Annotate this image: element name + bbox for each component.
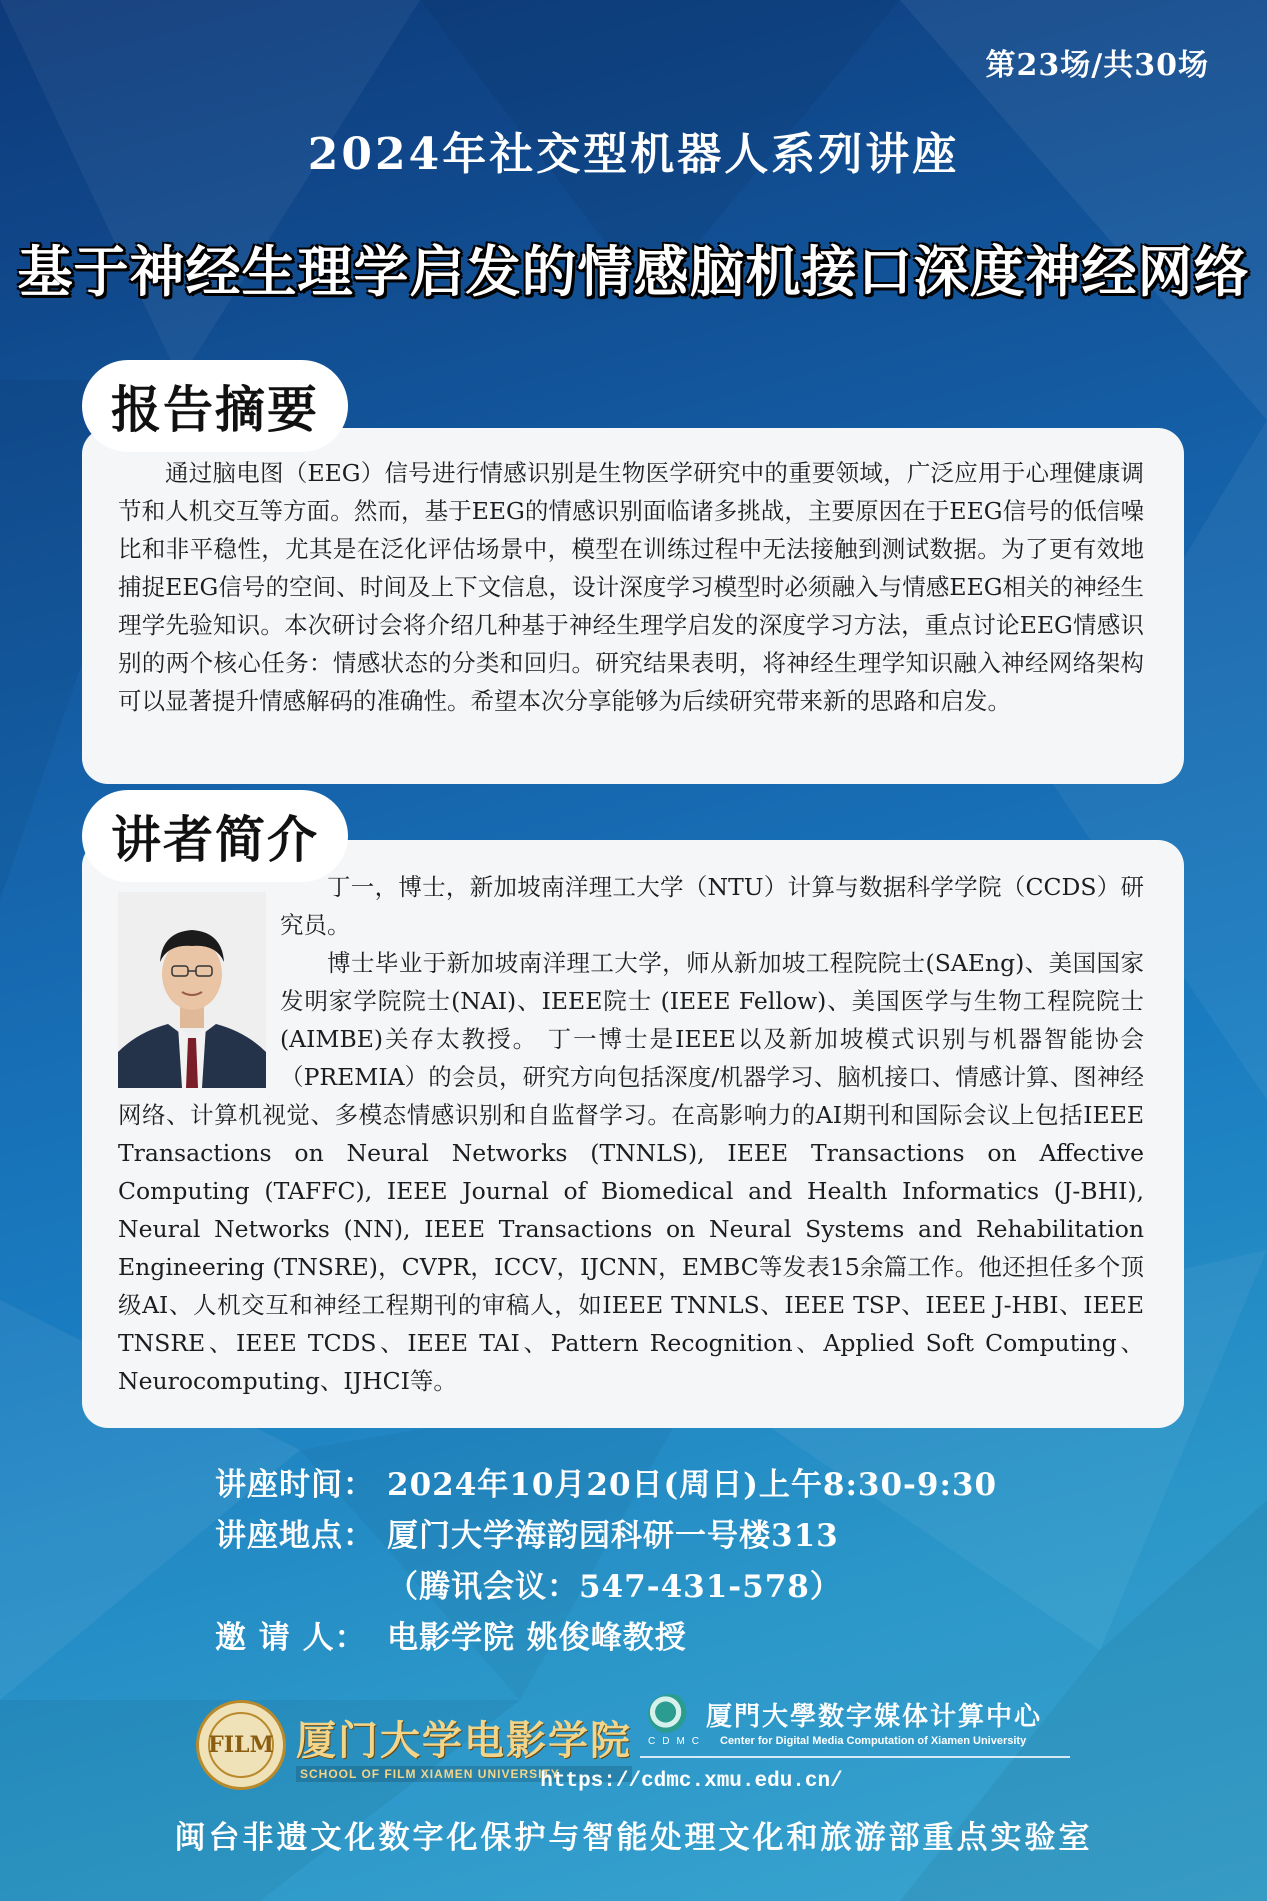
film-seal-text: FILM [208, 1712, 274, 1778]
cdmc-url[interactable]: https://cdmc.xmu.edu.cn/ [540, 1770, 843, 1793]
speaker-panel [82, 840, 1184, 1428]
time-label: 讲座时间： [215, 1467, 375, 1503]
logo-divider [640, 1756, 1070, 1758]
film-school-name-en: SCHOOL OF FILM XIAMEN UNIVERSITY [296, 1766, 632, 1782]
speaker-bio [118, 868, 1144, 1400]
abstract-heading: 报告摘要 [82, 360, 348, 452]
speaker-photo [118, 892, 266, 1088]
venue-row [215, 1511, 997, 1562]
cdmc-abbr: CDMC [648, 1736, 706, 1747]
meeting-value: （腾讯会议：547-431-578） [387, 1569, 842, 1605]
session-counter: 第23场/共30场 [985, 48, 1209, 83]
cdmc-logo [648, 1694, 1068, 1747]
venue-value: 厦门大学海韵园科研一号楼313 [387, 1518, 839, 1554]
event-info [215, 1460, 997, 1664]
inviter-row [215, 1613, 997, 1664]
time-row [215, 1460, 997, 1511]
inviter-label: 邀 请 人： [215, 1620, 367, 1656]
abstract-text: 通过脑电图（EEG）信号进行情感识别是生物医学研究中的重要领域，广泛应用于心理健康调节和人机交互等方面。然而，基于EEG的情感识别面临诸多挑战，主要原因在于EEG信号的低信噪比和非平稳性，尤其是在泛化评估场景中，模型在训练过程中无法接触到测试数据。为了更有效地捕捉EEG信号的空间、时间及上下文信息，设计深度学习模型时必须融入与情感EEG相关的神经生理学先验知识。本次研讨会将介绍几种基于神经生理学启发的深度学习方法，重点讨论EEG情感识别的两个核心任务：情感状态的分类和回归。研究结果表明，将神经生理学知识融入神经网络架构可以显著提升情感解码的准确性。希望本次分享能够为后续研究带来新的思路和启发。 [118, 459, 1144, 715]
lab-name: 闽台非遗文化数字化保护与智能处理文化和旅游部重点实验室 [174, 1820, 1093, 1856]
cdmc-name: 厦門大學数字媒体计算中心 [706, 1701, 1043, 1732]
series-title: 2024年社交型机器人系列讲座 [307, 129, 960, 180]
cdmc-mark-icon [648, 1694, 692, 1734]
time-value: 2024年10月20日(周日)上午8:30-9:30 [387, 1467, 998, 1503]
meeting-row [215, 1562, 997, 1613]
speaker-intro: 丁一，博士，新加坡南洋理工大学（NTU）计算与数据科学学院（CCDS）研究员。 [280, 873, 1144, 939]
film-school-name: 厦门大学电影学院 [296, 1716, 632, 1764]
abstract-panel [82, 428, 1184, 784]
inviter-value: 电影学院 姚俊峰教授 [387, 1620, 687, 1656]
speaker-portrait-image [118, 892, 266, 1088]
speaker-background: 博士毕业于新加坡南洋理工大学，师从新加坡工程院院士(SAEng)、美国国家发明家学院院士(NAI)、IEEE院士 (IEEE Fellow)、美国医学与生物工程院院士 (AIMBE)关存太教授。 丁一博士是IEEE以及新加坡模式识别与机器智能协会（PREMIA）的会员，研究方向包括深度/机器学习、脑机接口、情感计算、图神经网络、计算机视觉、多模态情感识别和自监督学习。在高影响力的AI期刊和国际会议上包括IEEE Transactions on Neural Networks (TNNLS), IEEE Transactions on Affective Computing (TAFFC), IEEE Journal of Biomedical and Health Informatics (J-BHI), Neural Networks (NN), IEEE Transactions on Neural Systems and Rehabilitation Engineering (TNSRE)，CVPR，ICCV，IJCNN，EMBC等发表15余篇工作。他还担任多个顶级AI、人机交互和神经工程期刊的审稿人，如IEEE TNNLS、IEEE TSP、IEEE J-HBI、IEEE TNSRE、IEEE TCDS、IEEE TAI、Pattern Recognition、Applied Soft Computing、Neurocomputing、IJHCI等。 [118, 949, 1144, 1395]
talk-title: 基于神经生理学启发的情感脑机接口深度神经网络 [17, 240, 1250, 304]
speaker-heading: 讲者简介 [82, 790, 348, 882]
venue-label: 讲座地点： [215, 1518, 375, 1554]
cdmc-name-en: Center for Digital Media Computation of Xiamen University [720, 1734, 1027, 1747]
